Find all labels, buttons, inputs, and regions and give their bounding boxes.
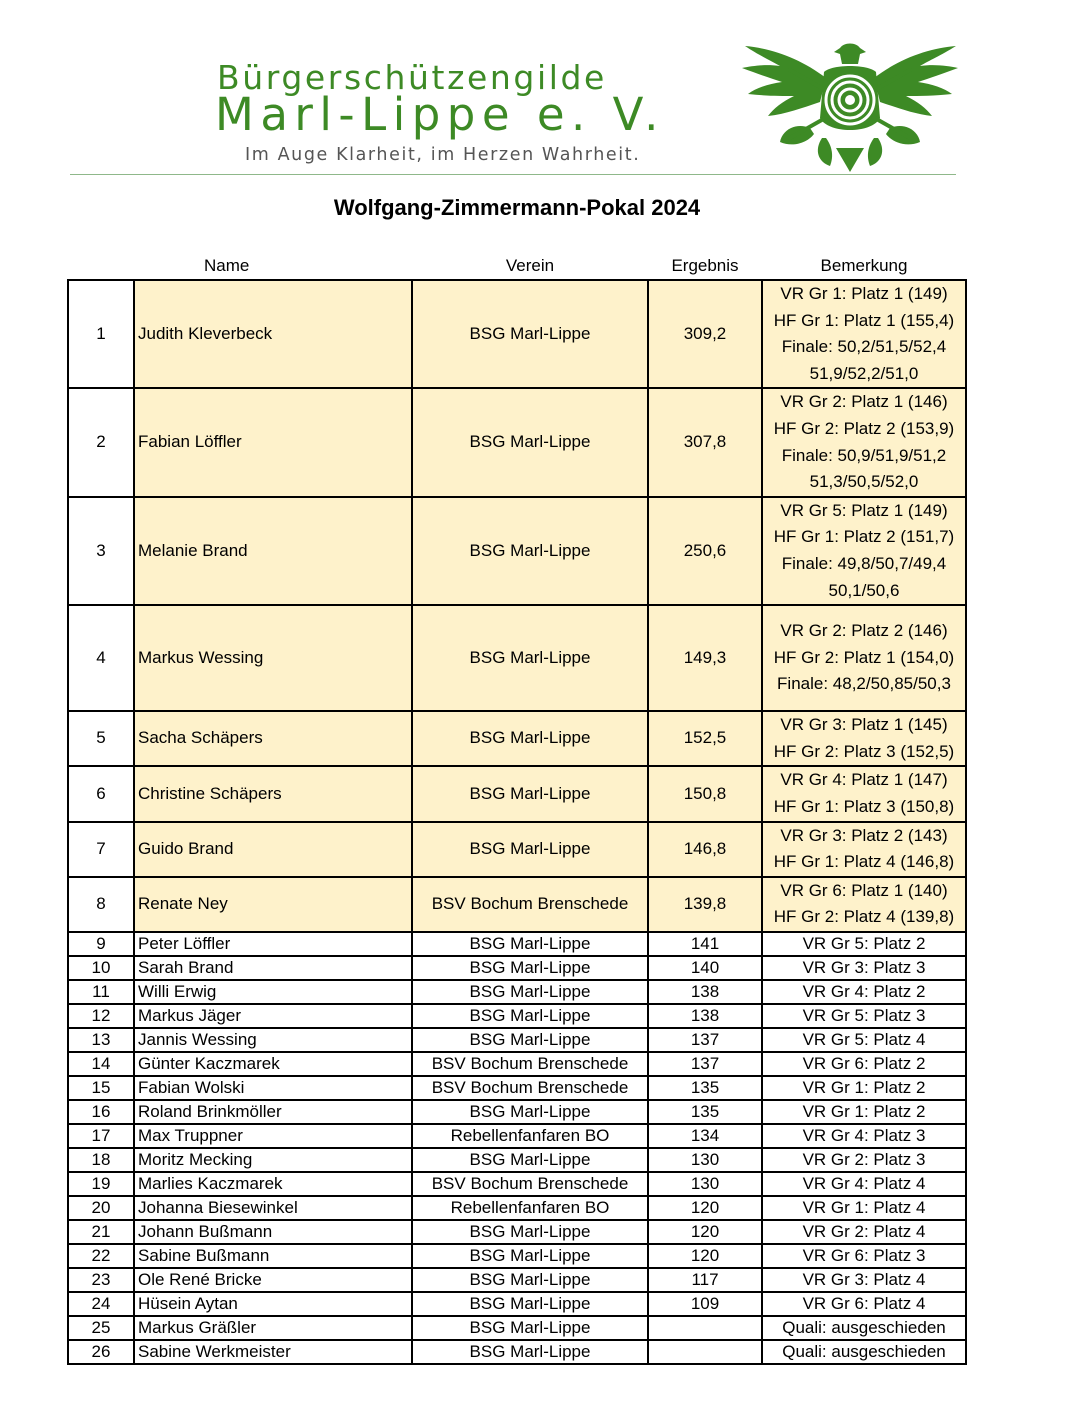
ergebnis-cell: 130 — [648, 1148, 762, 1172]
bemerkung-cell — [762, 1340, 966, 1364]
table-row — [68, 1220, 966, 1244]
name-cell: Sabine Werkmeister — [134, 1340, 412, 1364]
rank-cell: 3 — [68, 497, 134, 605]
table-row — [68, 1340, 966, 1364]
name-cell: Peter Löffler — [134, 932, 412, 956]
rank-cell: 8 — [68, 877, 134, 932]
ergebnis-cell: 307,8 — [648, 388, 762, 496]
rank-cell: 7 — [68, 822, 134, 877]
bemerkung-cell — [762, 1172, 966, 1196]
bemerkung-cell — [762, 956, 966, 980]
name-cell: Max Truppner — [134, 1124, 412, 1148]
header-rank — [68, 253, 134, 280]
header-bemerkung: Bemerkung — [820, 256, 908, 275]
verein-cell: BSG Marl-Lippe — [412, 980, 648, 1004]
bemerkung-cell — [762, 766, 966, 821]
header-name: Name — [204, 256, 250, 275]
name-cell: Christine Schäpers — [134, 766, 412, 821]
bemerkung-cell — [762, 1244, 966, 1268]
bemerkung-line: HF Gr 2: Platz 2 (153,9) — [773, 418, 955, 438]
ergebnis-cell: 149,3 — [648, 605, 762, 711]
table-row — [68, 980, 966, 1004]
verein-cell: BSG Marl-Lippe — [412, 388, 648, 496]
bemerkung-line: VR Gr 5: Platz 3 — [802, 1005, 926, 1025]
rank-cell: 12 — [68, 1004, 134, 1028]
rank-cell: 18 — [68, 1148, 134, 1172]
bemerkung-line: VR Gr 5: Platz 1 (149) — [780, 500, 948, 520]
rank-cell: 14 — [68, 1052, 134, 1076]
bemerkung-line: VR Gr 6: Platz 3 — [802, 1245, 926, 1265]
ergebnis-cell: 135 — [648, 1100, 762, 1124]
name-cell: Markus Gräßler — [134, 1316, 412, 1340]
verein-cell: BSG Marl-Lippe — [412, 1148, 648, 1172]
table-row — [68, 1172, 966, 1196]
name-cell: Sabine Bußmann — [134, 1244, 412, 1268]
results-table — [67, 253, 967, 1365]
verein-cell: BSG Marl-Lippe — [412, 956, 648, 980]
rank-cell: 13 — [68, 1028, 134, 1052]
verein-cell: BSV Bochum Brenschede — [412, 1172, 648, 1196]
bemerkung-line: VR Gr 2: Platz 3 — [802, 1149, 926, 1169]
bemerkung-line: Finale: 48,2/50,85/50,3 — [777, 674, 951, 694]
bemerkung-line: VR Gr 3: Platz 4 — [802, 1269, 926, 1289]
rank-cell: 2 — [68, 388, 134, 496]
rank-cell: 11 — [68, 980, 134, 1004]
rank-cell: 17 — [68, 1124, 134, 1148]
verein-cell: BSG Marl-Lippe — [412, 932, 648, 956]
club-motto: Im Auge Klarheit, im Herzen Wahrheit. — [245, 145, 641, 165]
name-cell: Willi Erwig — [134, 980, 412, 1004]
table-row — [68, 1148, 966, 1172]
bemerkung-line: VR Gr 6: Platz 4 — [802, 1293, 926, 1313]
table-row — [68, 1292, 966, 1316]
table-row — [68, 822, 966, 877]
verein-cell: BSG Marl-Lippe — [412, 711, 648, 766]
bemerkung-line: VR Gr 3: Platz 2 (143) — [780, 825, 948, 845]
bemerkung-line: Quali: ausgeschieden — [782, 1341, 946, 1361]
bemerkung-line: VR Gr 4: Platz 3 — [802, 1125, 926, 1145]
bemerkung-line: HF Gr 2: Platz 3 (152,5) — [773, 741, 955, 761]
rank-cell: 6 — [68, 766, 134, 821]
bemerkung-line: 51,9/52,2/51,0 — [809, 363, 919, 383]
bemerkung-line: VR Gr 6: Platz 2 — [802, 1053, 926, 1073]
name-cell: Fabian Wolski — [134, 1076, 412, 1100]
bemerkung-cell — [762, 1076, 966, 1100]
verein-cell: BSG Marl-Lippe — [412, 1292, 648, 1316]
bemerkung-line: VR Gr 4: Platz 2 — [802, 981, 926, 1001]
bemerkung-cell — [762, 932, 966, 956]
table-row — [68, 1244, 966, 1268]
bemerkung-line: VR Gr 2: Platz 1 (146) — [780, 392, 948, 412]
bemerkung-line: 50,1/50,6 — [828, 580, 900, 600]
verein-cell: BSG Marl-Lippe — [412, 605, 648, 711]
table-row — [68, 1028, 966, 1052]
bemerkung-line: HF Gr 1: Platz 4 (146,8) — [773, 852, 955, 872]
table-row — [68, 388, 966, 496]
bemerkung-line: VR Gr 3: Platz 3 — [802, 957, 926, 977]
verein-cell: BSV Bochum Brenschede — [412, 1076, 648, 1100]
ergebnis-cell: 138 — [648, 980, 762, 1004]
verein-cell: BSG Marl-Lippe — [412, 497, 648, 605]
bemerkung-cell — [762, 1268, 966, 1292]
bemerkung-line: VR Gr 4: Platz 4 — [802, 1173, 926, 1193]
verein-cell: BSG Marl-Lippe — [412, 280, 648, 388]
name-cell: Sacha Schäpers — [134, 711, 412, 766]
bemerkung-cell — [762, 1292, 966, 1316]
ergebnis-cell: 250,6 — [648, 497, 762, 605]
bemerkung-line: Finale: 50,9/51,9/51,2 — [781, 445, 947, 465]
ergebnis-cell — [648, 1340, 762, 1364]
ergebnis-cell: 150,8 — [648, 766, 762, 821]
verein-cell: BSV Bochum Brenschede — [412, 877, 648, 932]
rank-cell: 19 — [68, 1172, 134, 1196]
verein-cell: BSG Marl-Lippe — [412, 1316, 648, 1340]
bemerkung-line: Finale: 50,2/51,5/52,4 — [781, 337, 947, 357]
name-cell: Günter Kaczmarek — [134, 1052, 412, 1076]
verein-cell: BSG Marl-Lippe — [412, 1028, 648, 1052]
header-verein: Verein — [505, 256, 555, 275]
ergebnis-cell: 130 — [648, 1172, 762, 1196]
name-cell: Hüsein Aytan — [134, 1292, 412, 1316]
club-eagle-logo — [740, 38, 960, 172]
name-cell: Johann Bußmann — [134, 1220, 412, 1244]
verein-cell: BSG Marl-Lippe — [412, 766, 648, 821]
bemerkung-cell — [762, 980, 966, 1004]
bemerkung-line: VR Gr 1: Platz 2 — [802, 1101, 926, 1121]
bemerkung-cell — [762, 1124, 966, 1148]
rank-cell: 24 — [68, 1292, 134, 1316]
verein-cell: BSG Marl-Lippe — [412, 822, 648, 877]
ergebnis-cell: 140 — [648, 956, 762, 980]
verein-cell: BSG Marl-Lippe — [412, 1268, 648, 1292]
ergebnis-cell: 146,8 — [648, 822, 762, 877]
bemerkung-line: VR Gr 2: Platz 4 — [802, 1221, 926, 1241]
name-cell: Moritz Mecking — [134, 1148, 412, 1172]
rank-cell: 20 — [68, 1196, 134, 1220]
bemerkung-line: HF Gr 1: Platz 3 (150,8) — [773, 796, 955, 816]
table-row — [68, 1052, 966, 1076]
verein-cell: BSG Marl-Lippe — [412, 1004, 648, 1028]
table-row — [68, 1196, 966, 1220]
verein-cell: BSG Marl-Lippe — [412, 1220, 648, 1244]
bemerkung-line: HF Gr 1: Platz 1 (155,4) — [773, 310, 955, 330]
rank-cell: 16 — [68, 1100, 134, 1124]
club-name-line2: Marl-Lippe e. V. — [215, 88, 665, 141]
table-row — [68, 1076, 966, 1100]
bemerkung-cell — [762, 1100, 966, 1124]
ergebnis-cell: 137 — [648, 1052, 762, 1076]
bemerkung-cell — [762, 1004, 966, 1028]
table-row — [68, 1268, 966, 1292]
ergebnis-cell: 134 — [648, 1124, 762, 1148]
verein-cell: BSG Marl-Lippe — [412, 1244, 648, 1268]
ergebnis-cell: 152,5 — [648, 711, 762, 766]
bemerkung-cell — [762, 497, 966, 605]
bemerkung-line: VR Gr 1: Platz 1 (149) — [780, 284, 948, 303]
header-ergebnis: Ergebnis — [671, 256, 739, 275]
name-cell: Fabian Löffler — [134, 388, 412, 496]
rank-cell: 15 — [68, 1076, 134, 1100]
bemerkung-line: Finale: 49,8/50,7/49,4 — [781, 553, 947, 573]
ergebnis-cell: 138 — [648, 1004, 762, 1028]
ergebnis-cell: 139,8 — [648, 877, 762, 932]
bemerkung-cell — [762, 877, 966, 932]
table-row — [68, 605, 966, 711]
bemerkung-line: VR Gr 4: Platz 1 (147) — [780, 770, 948, 790]
table-row — [68, 877, 966, 932]
bemerkung-line: HF Gr 2: Platz 4 (139,8) — [773, 907, 955, 927]
ergebnis-cell: 117 — [648, 1268, 762, 1292]
name-cell: Johanna Biesewinkel — [134, 1196, 412, 1220]
ergebnis-cell: 141 — [648, 932, 762, 956]
verein-cell: BSG Marl-Lippe — [412, 1340, 648, 1364]
table-row — [68, 1316, 966, 1340]
rank-cell: 5 — [68, 711, 134, 766]
ergebnis-cell: 109 — [648, 1292, 762, 1316]
bemerkung-cell — [762, 1196, 966, 1220]
ergebnis-cell: 120 — [648, 1244, 762, 1268]
bemerkung-cell — [762, 1220, 966, 1244]
rank-cell: 22 — [68, 1244, 134, 1268]
bemerkung-cell — [762, 1052, 966, 1076]
verein-cell: BSG Marl-Lippe — [412, 1100, 648, 1124]
table-row — [68, 1100, 966, 1124]
header-divider — [70, 174, 956, 175]
club-name-line1: Bürgerschützengilde — [217, 58, 607, 97]
bemerkung-line: VR Gr 6: Platz 1 (140) — [780, 880, 948, 900]
table-header-row — [68, 253, 966, 280]
bemerkung-cell — [762, 1316, 966, 1340]
ergebnis-cell: 137 — [648, 1028, 762, 1052]
bemerkung-line: VR Gr 2: Platz 2 (146) — [780, 621, 948, 641]
name-cell: Roland Brinkmöller — [134, 1100, 412, 1124]
rank-cell: 4 — [68, 605, 134, 711]
bemerkung-line: HF Gr 1: Platz 2 (151,7) — [773, 527, 955, 547]
rank-cell: 21 — [68, 1220, 134, 1244]
bemerkung-line: VR Gr 3: Platz 1 (145) — [780, 715, 948, 735]
bemerkung-cell — [762, 605, 966, 711]
ergebnis-cell: 135 — [648, 1076, 762, 1100]
bemerkung-line: VR Gr 5: Platz 4 — [802, 1029, 926, 1049]
table-row — [68, 280, 966, 388]
rank-cell: 9 — [68, 932, 134, 956]
name-cell: Sarah Brand — [134, 956, 412, 980]
ergebnis-cell: 120 — [648, 1196, 762, 1220]
rank-cell: 23 — [68, 1268, 134, 1292]
bemerkung-cell — [762, 711, 966, 766]
name-cell: Markus Jäger — [134, 1004, 412, 1028]
page-header — [0, 0, 1080, 180]
bemerkung-line: HF Gr 2: Platz 1 (154,0) — [773, 647, 955, 667]
bemerkung-cell — [762, 822, 966, 877]
bemerkung-line: VR Gr 1: Platz 2 — [802, 1077, 926, 1097]
name-cell: Renate Ney — [134, 877, 412, 932]
bemerkung-line: VR Gr 5: Platz 2 — [802, 933, 926, 953]
verein-cell: Rebellenfanfaren BO — [412, 1196, 648, 1220]
name-cell: Ole René Bricke — [134, 1268, 412, 1292]
bemerkung-cell — [762, 1148, 966, 1172]
name-cell: Guido Brand — [134, 822, 412, 877]
name-cell: Jannis Wessing — [134, 1028, 412, 1052]
bemerkung-line: Quali: ausgeschieden — [782, 1317, 946, 1337]
table-row — [68, 711, 966, 766]
table-row — [68, 956, 966, 980]
table-row — [68, 932, 966, 956]
ergebnis-cell: 120 — [648, 1220, 762, 1244]
table-row — [68, 1004, 966, 1028]
table-row — [68, 497, 966, 605]
bemerkung-cell — [762, 280, 966, 388]
name-cell: Melanie Brand — [134, 497, 412, 605]
bemerkung-cell — [762, 388, 966, 496]
rank-cell: 25 — [68, 1316, 134, 1340]
verein-cell: Rebellenfanfaren BO — [412, 1124, 648, 1148]
page-title: Wolfgang-Zimmermann-Pokal 2024 — [333, 195, 701, 220]
name-cell: Judith Kleverbeck — [134, 280, 412, 388]
bemerkung-cell — [762, 1028, 966, 1052]
bemerkung-line: VR Gr 1: Platz 4 — [802, 1197, 926, 1217]
verein-cell: BSV Bochum Brenschede — [412, 1052, 648, 1076]
rank-cell: 26 — [68, 1340, 134, 1364]
table-row — [68, 766, 966, 821]
ergebnis-cell — [648, 1316, 762, 1340]
results-body — [68, 280, 966, 1364]
name-cell: Markus Wessing — [134, 605, 412, 711]
name-cell: Marlies Kaczmarek — [134, 1172, 412, 1196]
bemerkung-line: 51,3/50,5/52,0 — [809, 472, 919, 492]
ergebnis-cell: 309,2 — [648, 280, 762, 388]
rank-cell: 1 — [68, 280, 134, 388]
table-row — [68, 1124, 966, 1148]
rank-cell: 10 — [68, 956, 134, 980]
